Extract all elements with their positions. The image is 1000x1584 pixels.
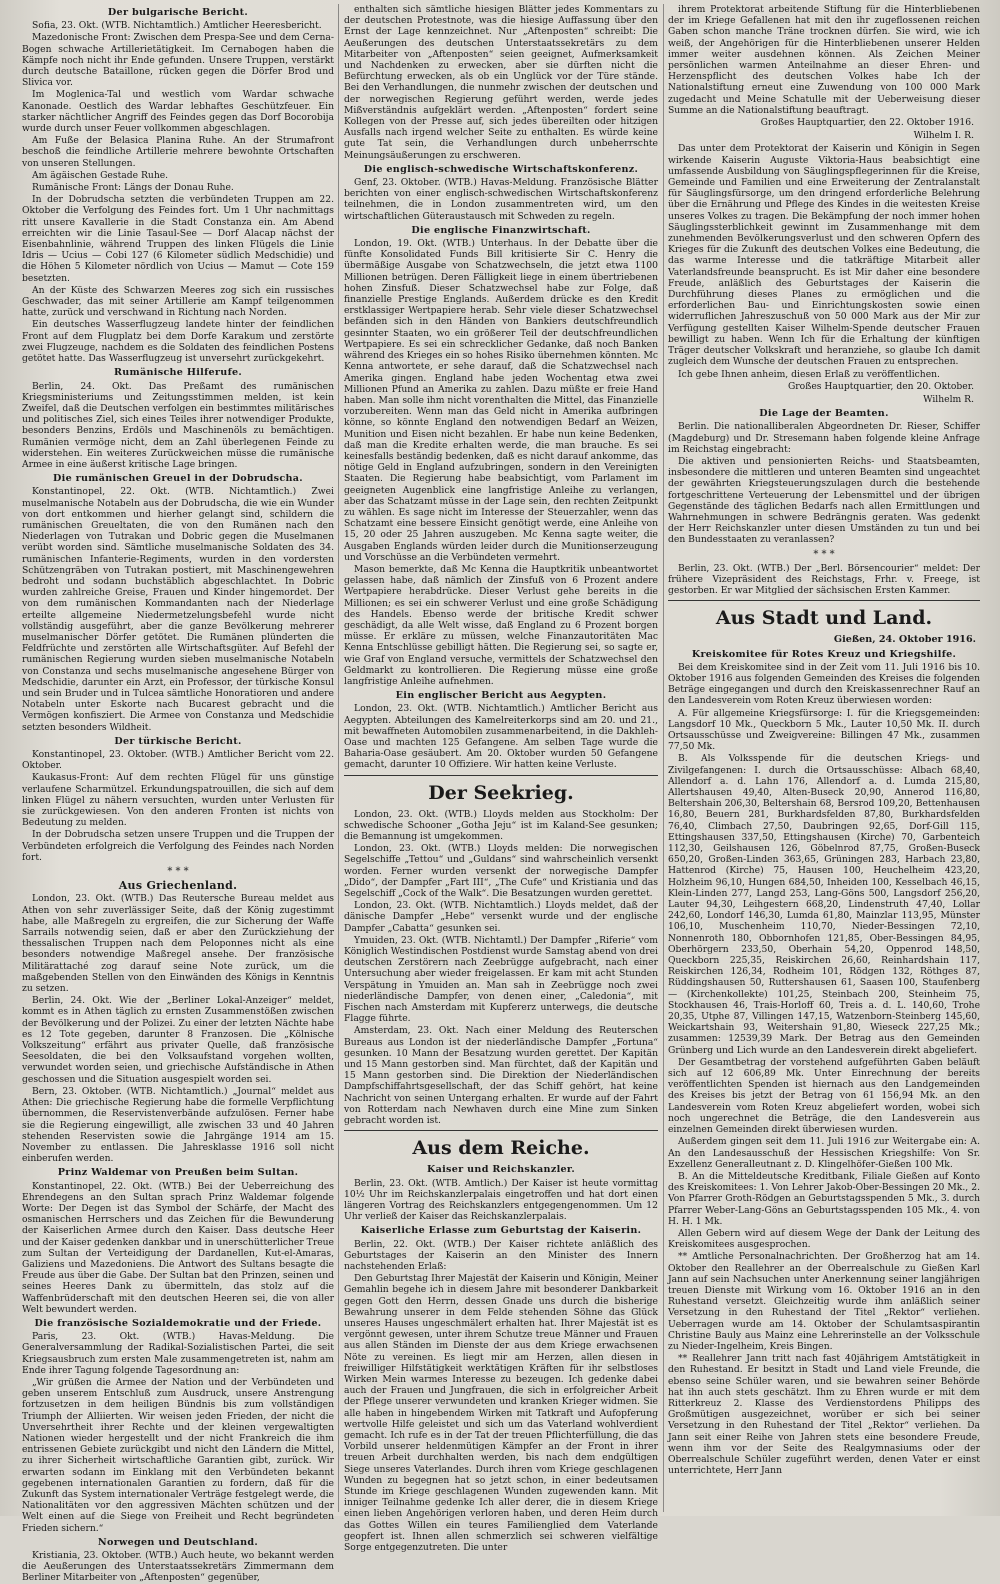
- article-heading: Die Lage der Beamten.: [759, 408, 889, 420]
- paragraph: Den Geburtstag Ihrer Majestät der Kaiserin und Königin, Meiner Gemahlin begehe ich in diesem Jahre mit besonderer Dankbarkeit gegen Gott den Herrn, dessen Gnade uns durch die bisherige Bewahrung unserer in dem Felde stehenden Söhne das Glück unseres Hauses ungeschmälert erhalten hat. Ihrer Majestät ist es vergönnt gewesen, unter ihrem Schutze treue Männer und Frauen aus allen Ständen im Dienste der aus dem Kriege erwachsenen Nöte zu vereinen. Es liegt mir am Herzen, allen diesen in freiwilliger Hilfstätigkeit werktätigen Kräften für ihr selbstloses Wirken Mein warmes Interesse zu bezeugen. Ich gedenke dabei auch der Frauen und Jungfrauen, die sich in erfolgreicher Arbeit der Pflege unserer verwundeten und kranken Krieger widmen. Sie alle haben in hingebendem Wirken mit Tatkraft und Aufopferung wertvolle Hilfe geleistet und sich um das Vaterland wohlverdient gemacht. Ich rufe es in der Tat der treuen Pflichterfüllung, die das Vorbild unserer heldenmütigen Kämpfer an der Front in ihrer treuen Arbeit durchhalten werden, bis nach dem endgültigen Siege unseres Vaterlandes. Durch ihren vom Kriege geschlagenen Wunden zu begegnen hat so jetzt schon, in einer bedeutsamen Stunde im Kriege geschlagenen Wunden zugewenden kann. Mit inniger Teilnahme gedenke Ich aller derer, die in diesem Kriege einen lieben Angehörigen verloren haben, und deren Heim durch das Gottes Willen ein teures Familienglied dem Vaterlande geopfert ist. Ihnen allen schmerzlich sei schweren vielfältige Sorge entgegenzutreten. Die unter: [344, 1273, 658, 1553]
- paragraph: Am Fuße der Belasica Planina Ruhe. An der Strumafront beschoß die feindliche Artillerie mehrere bewohnte Ortschaften von unseren Stellungen.: [22, 135, 334, 169]
- article-heading: Ein englischer Bericht aus Aegypten.: [395, 690, 607, 702]
- horizontal-rule: [344, 775, 658, 776]
- paragraph: B. An die Mitteldeutsche Kreditbank, Filiale Gießen auf Konto des Kreiskomitees: 1. Von Lehrer Jakob-Ober-Bessingen 20 Mk., 2. Von Pfarrer Groth-Rödgen an Geburtstagsspenden 5 Mk., 3. durch Pfarrer Weber-Lang-Göns an Geburtstagsspenden 105 Mk., 4. von H. H. 1 Mk.: [668, 1170, 980, 1227]
- article-heading: Kreiskomitee für Rotes Kreuz und Kriegshilfe.: [691, 648, 957, 660]
- paragraph: Am ägäischen Gestade Ruhe.: [32, 169, 169, 181]
- article-heading: Die englische Finanzwirtschaft.: [411, 224, 591, 236]
- paragraph: Paris, 23. Okt. (WTB.) Havas-Meldung. Die Generalversammlung der Radikal-Sozialistischen Partei, die seit Kriegsausbruch zum ersten Male zusammengetreten ist, nahm am Ende ihrer Tagung folgende Tagesordnung an:: [22, 1331, 334, 1376]
- signature: Wilhelm R.: [923, 393, 974, 405]
- paragraph: Amsterdam, 23. Okt. Nach einer Meldung des Reuterschen Bureaus aus London ist der niederländische Dampfer „Fortuna“ gesunken. 10 Mann der Besatzung wurden gerettet. Der Kapitän und 15 Mann gestorben sind. Man fürchtet, daß der Kapitän und 15 Mann gestorben sind. Die Direktion der Niederländischen Dampfschiffahrtsgesellschaft, der das Schiff gehört, hat keine Nachricht von seinen Untergang erhalten. Er wurde auf der Fahrt von Rotterdam nach Newhaven durch eine Mine zum Sinken gebracht worden ist.: [344, 1025, 658, 1127]
- paragraph: B. Als Volksspende für die deutschen Kriegs- und Zivilgefangenen: I. durch die Ortsausschüsse: Albach 68,40, Allendorf a. d. Lahn 176, Allendorf a. d. Lumda 215,80, Allertshausen 49,40, Alten-Buseck 20,90, Annerod 116,80, Beltershain 206,30, Beltershain 68, Bersrod 109,20, Bettenhausen 16,80, Beuern 281, Burkhardsfelden 87,80, Burkhardsfelden 76,40, Climbach 27,50, Daubringen 92,65, Dorf-Gill 115, Ettingshausen 337,50, Ettingshausen (Kirche) 70, Garbenteich 112,30, Geilshausen 126, Göbelnrod 87,75, Großen-Buseck 650,20, Großen-Linden 363,65, Grüningen 283, Harbach 23,80, Hattenrod (Kirche) 75, Hausen 100, Heuchelheim 423,20, Holzheim 96,10, Hungen 684,50, Inheiden 100, Kesselbach 46,15, Klein-Linden 277, Langd 253, Lang-Göns 500, Langsdorf 256,20, Lauter 94,30, Leihgestern 668,20, Lindenstruth 47,40, Lollar 242,60, Londorf 146,30, Lumda 61,80, Mainzlar 113,95, Münster 106,10, Muschenheim 110,70, Nieder-Bessingen 72,10, Nonnenroth 180, Obbornhofen 121,85, Ober-Bessingen 84,95, Oberhörgern 233,50, Oberhain 54,20, Oppenrod 148,50, Queckborn 225,35, Reiskirchen 26,60, Reinhardshain 117, Reiskirchen 126,34, Rodheim 101, Rödgen 132, Röthges 87, Rüddingshausen 50, Ruttershausen 61, Saasen 100, Staufenberg — (Kirchenkollekte) 101,25, Steinbach 200, Steinheim 75, Stockhausen 46, Trais-Horloff 60, Treis a. d. L. 140,60, Trohe 20,35, Utphe 87, Villingen 147,15, Watzenborn-Steinberg 145,60, Weickartshain 93, Weitershain 91,80, Wieseck 227,25 Mk.; zusammen: 12539,39 Mark. Der Betrag aus den Gemeinden Grünberg und Lich wurde an den Landesverein direkt abgeliefert.: [668, 753, 980, 1056]
- section-separator: * * *: [813, 548, 835, 560]
- article-heading: Die rumänischen Greuel in der Dobrudscha.: [53, 473, 303, 485]
- article-heading: Der bulgarische Bericht.: [107, 7, 249, 18]
- paragraph: ** Amtliche Personalnachrichten. Der Großherzog hat am 14. Oktober den Reallehrer an der Oberrealschule zu Gießen Karl Jann auf sein Nachsuchen unter Anerkennung seiner langjährigen treuen Dienste mit Wirkung vom 16. Oktober 1916 an in den Ruhestand versetzt. Gleichzeitig wurde ihm anläßlich seiner Versetzung in den Ruhestand der Titel „Rektor“ verliehen. Ueberragen wurde am 14. Oktober der Schulamtsaspirantin Christine Bauly aus Mainz eine Lehrerinstelle an der Volksschule zu Nieder-Ingelheim, Kreis Bingen.: [668, 1251, 980, 1352]
- paragraph: Konstantinopel, 23. Oktober. (WTB.) Amtlicher Bericht vom 22. Oktober.: [22, 749, 334, 772]
- paragraph: Allen Gebern wird auf diesem Wege der Dank der Leitung des Kreiskomitees ausgesprochen.: [668, 1227, 980, 1251]
- paragraph: London, 23. Okt. (WTB.) Lloyds melden: Die norwegischen Segelschiffe „Tettou“ und „Guldans“ sind wahrscheinlich versenkt worden. Ferner wurden versenkt der norwegische Dampfer „Dido“, der Dampfer „Fart III“, „The Cufe“ und Kristiania und das Segelschiff „Cock of the Walk“. Die Besatzungen wurden gerettet.: [344, 843, 658, 900]
- paragraph: Kristiania, 23. Oktober. (WTB.) Auch heute, wo bekannt werden die Aeußerungen des Unterstaatssekretärs Zimmermann dem Berliner Mitarbeiter von „Aftenposten“ gegenüber,: [22, 1550, 334, 1584]
- paragraph: Das unter dem Protektorat der Kaiserin und Königin in Segen wirkende Kaiserin Auguste Viktoria-Haus beabsichtigt eine umfassende Ausbildung von Säuglingspflegerinnen für die Kreise, Gemeinde und Familien und eine Erweiterung der Zentralanstalt für Säuglingsfürsorge, um den dringend erforderliche Belehrung über die Ernährung und Pflege des Kindes in die weitesten Kreise unseres Volkes zu tragen. Die Bekämpfung der noch immer hohen Säuglingssterblichkeit gewinnt im Zusammenhange mit dem zunehmenden Bevölkerungsverlust und den schweren Opfern des Krieges für die Zukunft des deutschen Volkes eine Bedeutung, die das warme Interesse und die tatkräftige Mitarbeit aller Vaterlandsfreunde beansprucht. Es ist Mir daher eine besondere Freude, anläßlich des Geburtstages der Kaiserin die Durchführung dieses Planes zu ermöglichen und die erforderlichen Bau- und Einrichtungskosten sowie einen widerruflichen Jahreszuschuß von 50 000 Mark aus der Mir zur Verfügung gestellten Kaiser Wilhelm-Spende deutscher Frauen bewilligt zu haben. Wenn Ich für die Erhaltung der künftigen Träger deutscher Volkskraft und heranziehe, so glaube Ich damit zugleich dem Wunsche der deutschen Frauen zu entsprechen.: [668, 143, 980, 368]
- article-heading: Rumänische Hilferufe.: [113, 367, 243, 379]
- paragraph: Kaukasus-Front: Auf dem rechten Flügel für uns günstige verlaufene Scharmützel. Erkundungspatrouillen, die sich auf dem linken Flügel zu nähern versuchten, wurden unter Verlusten für sie zurückgewiesen. Von den anderen Fronten ist nichts von Bedeutung zu melden.: [22, 772, 334, 829]
- article-heading: Kaiser und Reichskanzler.: [426, 1164, 576, 1176]
- article-heading: Die englisch-schwedische Wirtschaftskonferenz.: [363, 163, 639, 175]
- paragraph: Berlin, 23. Okt. (WTB. Amtlich.) Der Kaiser ist heute vormittag 10½ Uhr im Reichskanzlerpalais eingetroffen und hat dort einen längeren Vortrag des Reichskanzlers entgegengenommen. Um 12 Uhr verließ der Kaiser das Reichskanzlerpalais.: [344, 1177, 658, 1223]
- section-separator: * * *: [167, 866, 189, 878]
- paragraph: Konstantinopel, 22. Okt. (WTB. Nichtamtlich.) Zwei muselmanische Notabeln aus der Dobrudscha, die wie ein Wunder von dort entkommen und hierher gelangt sind, schildern die rumänischen Greueltaten, die von den Rumänen nach den Niederlagen von Tutrakan und Dobric gegen die Muselmanen verübt worden sind. Sämtliche muselmanische Soldaten des 34. rumänischen Infanterie-Regiments, wurden in den vordersten Schützengräben von Tutrakan postiert, mit Maschinengewehren bedroht und sodann buchstäblich abgeschlachtet. In Dobric wurden zahlreiche Greise, Frauen und Kinder hingemordet. Der von dem rumänischen Kommandanten nach der Niederlage erteilte allgemeine Niedermetzelungsbefehl wurde nicht vollständig ausgeführt, aber die ganze Bevölkerung mehrerer muselmanischer Dörfer getötet. Die Rumänen plünderten die Feldfrüchte und zerstörten alle Wirtschaftsgüter. Auf Befehl der rumänischen Regierung wurden sieben muselmanische Notabeln von Constanza und sechs muselmanische angesehene Bürger von Medschidie, darunter ein Arzt, ein Professor, der türkische Konsul und sein Bruder und in Tulcea sämtliche Honoratioren und andere Notabeln unter Eskorte nach Bucarest gebracht und die Vermögen konfisziert. Die Armee von Constanza und Medschidie setzten besonders Wildheit.: [22, 486, 334, 733]
- column-right: [668, 4, 980, 1512]
- section-title: Der Seekrieg.: [428, 781, 574, 804]
- paragraph: Ich gebe Ihnen anheim, diesen Erlaß zu veröffentlichen.: [678, 368, 940, 380]
- paragraph: London, 23. Okt. (WTB. Nichtamtlich.) Amtlicher Bericht aus Aegypten. Abteilungen des Kamelreiterkorps sind am 20. und 21., mit bewaffneten Automobilen zusammenarbeitend, in die Dakhleh-Oase und machten 125 Gefangene. Am selben Tage wurde die Baharia-Oase gesäubert. Am 20. Oktober wurden 50 Gefangene gemacht, darunter 10 Offiziere. Wir hatten keine Verluste.: [344, 703, 658, 771]
- column-middle: [344, 4, 658, 1553]
- paragraph: London, 19. Okt. (WTB.) Unterhaus. In der Debatte über die fünfte Konsolidated Funds Bill kritisierte Sir C. Henry die übermäßige Ausgabe von Schatzwechseln, die jetzt etwa 1100 Millionen betrügen. Deren Fälligkeit liege in einem übertriebenen hohen Zinsfuß. Dieser Schatzwechsel habe zur Folge, daß finanzielle Prestige Englands. Außerdem drücke es den Kredit erstklassiger Wertpapiere herab. Sehr viele dieser Schatzwechsel befänden sich in den Händen von Bankiers deutschfreundlich gesinnter Staaten, wo ein größerer Teil der deutschfreundlichen Wertpapiere. Es sei ein schrecklicher Gedanke, daß noch Banken während des Krieges ein so hohes Risiko übernehmen könnten. Mc Kenna antwortete, er sehe darauf, daß die Schatzwechsel nach Amerika gingen. England habe jeden Wochentag etwa zwei Millionen Pfund an Amerika zu zahlen. Dazu müßte er freie Hand haben. Man solle ihm nicht vorenthalten die Mittel, das Finanzielle vorzubereiten. Wenn man das Geld nicht in Amerika aufbringen könne, so könnte England den notwendigen Bedarf an Weizen, Munition und Eisen nicht bezahlen. Er habe nun keine Bedenken, daß man die Kredite erhalten werde, die man brauche. Es sei keinesfalls beständig bedenken, daß es nicht darauf ankomme, das nötige Geld in England aufzubringen, sondern in den Vereinigten Staaten. Die Regierung habe beabsichtigt, vom Parlament im geeigneten Augenblick eine langfristige Anleihe zu verlangen, aber das Schatzamt müsse in der Lage sein, den rechten Zeitpunkt zu wählen. Es sage nicht im Interesse der Steuerzahler, wenn das Schatzamt eine bessere Einsicht genötigt werde, eine Anleihe von 15, 20 oder 25 Jahren auszugeben. Mc Kenna sagte weiter, die Ausgaben Englands würden leider durch die Munitionserzeugung und Vorschüsse an die Verbündeten vermehrt.: [344, 238, 658, 563]
- article-heading: Der türkische Bericht.: [114, 735, 242, 747]
- paragraph: In der Dobrudscha setzen unsere Truppen und die Truppen der Verbündeten erfolgreich die Verfolgung des Feindes nach Norden fort.: [22, 829, 334, 863]
- paragraph: Berlin. Die nationalliberalen Abgeordneten Dr. Rieser, Schiffer (Magdeburg) und Dr. Stresemann haben folgende kleine Anfrage im Reichstag eingebracht:: [668, 421, 980, 455]
- article-heading: Norwegen und Deutschland.: [97, 1536, 259, 1548]
- column-divider: [338, 4, 339, 1512]
- column-left: [22, 4, 334, 1584]
- article-heading: Kaiserliche Erlasse zum Geburtstag der Kaiserin.: [360, 1225, 642, 1237]
- paragraph: Ymuiden, 23. Okt. (WTB. Nichtamtl.) Der Dampfer „Riferie“ vom Königlich Westindischen Postdienst wurde Samstag abend von drei deutschen Zerstörern nach Zeebrügge aufgebracht, nach einer Untersuchung aber wieder freigelassen. Er kam mit acht Stunden Verspätung in Ymuiden an. Man sah in Zeebrügge noch zwei niederländische Dampfer, von denen einer, „Caledonia“, mit Fischen nach Amsterdam mit Kupfererz unterwegs, die deutsche Flagge führte.: [344, 934, 658, 1025]
- paragraph: Bern, 23. Oktober. (WTB. Nichtamtlich.) „Journal“ meldet aus Athen: Die griechische Regierung habe die formelle Verpflichtung übernommen, die Reservistenverbände aufzulösen. Ferner habe sie die Regierung eingewilligt, alle zwischen 33 und 40 Jahren stehenden Reservisten sowie die Jahrgänge 1914 am 15. November zu entlassen. Die Jahresklasse 1916 soll nicht einberufen werden.: [22, 1085, 334, 1165]
- paragraph: Konstantinopel, 22. Okt. (WTB.) Bei der Ueberreichung des Ehrendegens an den Sultan sprach Prinz Waldemar folgende Worte: Der Degen ist das Symbol der Schärfe, der Macht des osmanischen Herrschers und das Zeichen für die Bewunderung der Kaiserlichen Armee durch den Kaiser. Dass deutsche Heer und der Kaiser gedenken dankbar und in unerschütterlicher Treue zum Sultan der Verteidigung der Dardanellen, Kut-el-Amaras, Galiziens und Mazedoniens. Die Antwort des Sultans besagte die Freude aus über die Gabe. Der Sultan bat den Prinzen, seinen und seines Heeres Dank zu übermitteln, das stolz auf die Waffenbrüderschaft mit den deutschen Heeren sei, die von aller Welt bewundert werden.: [22, 1180, 334, 1315]
- paragraph: Die aktiven und pensionierten Reichs- und Staatsbeamten, insbesondere die mittleren und unteren Beamten sind ungeachtet der gewährten Kriegsteuerungszulagen durch die bestehende fortgeschrittene Verteuerung der Lebensmittel und der übrigen Gegenstände des täglichen Bedarfs nach allen Ermittlungen und Wahrnehmungen in schwere Bedrängnis geraten. Was gedenkt der Herr Reichskanzler unter diesen Umständen zu tun und bei den Bundesstaaten zu veranlassen?: [668, 455, 980, 546]
- article-heading: Die französische Sozialdemokratie und der Friede.: [34, 1317, 322, 1329]
- section-title: Aus Stadt und Land.: [715, 607, 933, 630]
- paragraph: Mazedonische Front: Zwischen dem Prespa-See und dem Cerna-Bogen schwache Artillerietätigkeit. Im Cernabogen haben die Kämpfe noch nicht ihr Ende gefunden. Unsere Truppen, verstärkt durch deutsche Bataillone, rücken gegen die Dörfer Brod und Slivica vor.: [22, 32, 334, 89]
- paragraph: London, 23. Okt. (WTB.) Das Reutersche Bureau meldet aus Athen von sehr zuverlässiger Seite, daß der König zugestimmt habe, alle Maßregeln zu ergreifen, die zur Sicherung der Waffe Sarrails notwendig seien, daß er aber den Zurückziehung der thessalischen Truppen nach dem Peloponnes nicht als eine besonders notwendige Maßregel ansehe. Der französische Militärattaché zog darauf seine Note zurück, um die maßgebenden Stellen von den Einwänden des Königs in Kenntnis zu setzen.: [22, 893, 334, 995]
- paragraph: Rumänische Front: Längs der Donau Ruhe.: [32, 182, 234, 194]
- paragraph: Mason bemerkte, daß Mc Kenna die Hauptkritik unbeantwortet gelassen habe, daß nämlich der Zinsfuß von 6 Prozent andere Wertpapiere herabdrücke. Dieser Verlust gehe bereits in die Millionen; es sei ein schwerer Verlust und eine große Schädigung des Handels. Ebenso werde der britische Kredit schwer geschädigt, da alle Welt wisse, daß England zu 6 Prozent borgen müsse. Er erkläre zu müssen, welche Finanzautoritäten Mac Kenna Entschlüsse gebilligt hätten. Die Regierung sei, so sagte er, wie Graf von England versuche, vermittels der Schatzwechsel den Geldmarkt zu kontrollieren. Die Regierung müsse eine große langfristige Anleihe aufnehmen.: [344, 563, 658, 687]
- paragraph: Außerdem gingen seit dem 11. Juli 1916 zur Weitergabe ein: A. An den Landesausschuß der Hessischen Kriegshilfe: Von Sr. Exzellenz Generalleutnant z. D. Klingelhöfer-Gießen 100 Mk.: [668, 1136, 980, 1170]
- dateline: Großes Hauptquartier, den 22. Oktober 1916.: [760, 117, 974, 129]
- paragraph: Berlin, 24. Okt. Wie der „Berliner Lokal-Anzeiger“ meldet, kommt es in Athen täglich zu ernsten Zusammenstößen zwischen der Bevölkerung und der Polizei. Zu einer der letzten Nächte habe es 12 Tote gegeben, darunter 8 Franzosen. Die „Kölnische Volkszeitung“ erfährt aus privater Quelle, daß französische Seesoldaten, die bei den Volksaufstand vorgehen wollten, verwundet worden seien, und griechische Aufständische in Athen geschossen und die Situation ausgespielt worden sei.: [22, 995, 334, 1085]
- paragraph: Genf, 23. Oktober. (WTB.) Havas-Meldung. Französische Blätter berichten von einer englisch-schwedischen Wirtschaftskonferenz teilnehmen, die in London zusammentreten wird, um den wirtschaftlichen Güteraustausch mit Schweden zu regeln.: [344, 177, 658, 222]
- paragraph: Berlin, 23. Okt. (WTB.) Der „Berl. Börsencourier“ meldet: Der frühere Vizepräsident des Reichstags, Frhr. v. Freege, ist gestorben. Er war Mitglied der sächsischen Ersten Kammer.: [668, 562, 980, 597]
- horizontal-rule: [344, 1130, 658, 1131]
- article-heading: Prinz Waldemar von Preußen beim Sultan.: [57, 1167, 299, 1179]
- paragraph: London, 23. Okt. (WTB.) Lloyds melden aus Stockholm: Der schwedische Schooner „Gotha Jeju“ ist im Kaland-See gesunken; die Bemannung ist umgekommen.: [344, 808, 658, 843]
- paragraph: enthalten sich sämtliche hiesigen Blätter jedes Kommentars zu der deutschen Protestnote, was die hiesige Auffassung über den Ernst der Lage kennzeichnet. Nur „Aftenposten“ schreibt: Die Aeußerungen des deutschen Unterstaatssekretärs zu dem Mitarbeiter von „Aftenposten“ seien geeignet, Aufmerksamkeit und Nachdenken zu erwecken, aber sie dürften nicht die Befürchtung erwecken, als ob ein Unglück vor der Türe stände. Bei den Verhandlungen, die nunmehr zwischen der deutschen und der norwegischen Regierung geführt werden, werde jedes Mißverständnis aufgeklärt werden. „Aftenposten“ fordert seine Kollegen von der Presse auf, sich jedes übereilten oder hitzigen Ausfalls nach irgend welcher Seite zu enthalten. Es würde keine gute Tat sein, die Verhandlungen durch unbeherrschte Meinungsäußerungen zu erschweren.: [344, 4, 658, 161]
- section-title: Aus dem Reiche.: [412, 1137, 590, 1160]
- paragraph: ihrem Protektorat arbeitende Stiftung für die Hinterbliebenen der im Kriege Gefallenen hat mit den ihr zugeflossenen reichen Gaben schon manche Träne trocknen dürfen. Sie wird, wie ich weiß, der Angehörigen für die Hinterbliebenen unserer Helden immer weiter ausdehnen können. Als Zeichen Meiner persönlichen warmen Anteilnahme an dieser Ehren- und Herzenspflicht des deutschen Volkes habe Ich der Nationalstiftung erneut eine Zuwendung von 100 000 Mark zugedacht und Meine Schatulle mit der Ueberweisung dieser Summe an die Nationalstiftung beauftragt.: [668, 4, 980, 116]
- dateline: Großes Hauptquartier, den 20. Oktober.: [787, 380, 974, 392]
- paragraph: ** Reallehrer Jann tritt nach fast 40jährigem Amtstätigkeit in den Ruhestand. Er besitzt in Stadt und Land viele Freunde, die ebenso seine Schüler waren, und sie bewahren seiner Behörde hat ihn auch stets geschätzt. Ihm zu Ehren wurde er mit dem Ritterkreuz 2. Klasse des Verdienstordens Philipps des Großmütigen ausgezeichnet, worüber er sich bei seiner Versetzung in den Ruhestand der Titel „Rektor“ verliehen. Da Jann seit einer Reihe von Jahren stets eine besondere Freude, wenn ihm vor der Seite des Realgymnasiums oder der Oberrealschule Schüler zugeführt werden, denen Vater er einst unterrichtete, Herr Jann: [668, 1353, 980, 1477]
- paragraph: Berlin, 24. Okt. Das Preßamt des rumänischen Kriegsministeriums und Zeitungsstimmen melden, ist kein Zweifel, daß die Deutschen verfolgen ein bestimmtes militärisches und politisches Ziel, sich eines Teiles ihrer notwendiger Produkte, besonders Benzins, Erdöls und Maschinenöls zu bemächtigen. Rumänien vermöge nicht, dem an Zahl überlegenen Feinde zu widerstehen. Ein weiteres Zurückweichen müsse die rumänische Armee in eine äußerst kritische Lage bringen.: [22, 380, 334, 470]
- paragraph: Bei dem Kreiskomitee sind in der Zeit vom 11. Juli 1916 bis 10. Oktober 1916 aus folgenden Gemeinden des Kreises die folgenden Beträge eingegangen und durch den Kreiskassenrechner Rauf an den Landesverein vom Roten Kreuz überwiesen worden:: [668, 661, 980, 707]
- dateline: Gießen, 24. Oktober 1916.: [833, 634, 976, 646]
- paragraph: London, 23. Okt. (WTB. Nichtamtlich.) Lloyds meldet, daß der dänische Dampfer „Hebe“ versenkt wurde und der englische Dampfer „Cabatta“ gesunken sei.: [344, 900, 658, 934]
- paragraph: A. Für allgemeine Kriegsfürsorge: I. für die Kriegsgemeinden: Langsdorf 10 Mk., Queckborn 5 Mk., Lauter 10,50 Mk. II. durch Ortsausschüsse und Zweigvereine: Billingen 47 Mk., zusammen 77,50 Mk.: [668, 707, 980, 753]
- paragraph: Der Gesamtbetrag der vorstehend aufgeführten Gaben beläuft sich auf 12 606,89 Mk. Unter Einrechnung der bereits veröffentlichten Spenden ist hiernach aus den Landgemeinden des Kreises bis jetzt der Betrag von 61 156,94 Mk. an den Landesverein vom Roten Kreuz abgeliefert worden, wobei sich noch ungerechnet die Beträge, die den Landesverein aus einzelnen Gemeinden direkt überwiesen wurden.: [668, 1056, 980, 1136]
- horizontal-rule: [668, 600, 980, 601]
- paragraph: In der Dobrudscha setzten die verbündeten Truppen am 22. Oktober die Verfolgung des Feindes fort. Um 1 Uhr nachmittags ritt unsere Kavallerie in die Stadt Constanza ein. Am Abend erreichten wir die Linie Tasaul-See — Dorf Alacap nächst der Eisenbahnlinie, während Truppen des linken Flügels die Linie Idris — Ucius — Cobi 127 (6 Kilometer südlich Medschidie) und die Höhen 5 Kilometer nördlich von Ucius — Mamut — Cote 159 besetzten.: [22, 194, 334, 284]
- paragraph: Ein deutsches Wasserflugzeug landete hinter der feindlichen Front auf dem Flugplatz bei dem Dorfe Karakum und zerstörte zwei Flugzeuge, nachdem es die Soldaten des feindlichen Postens getötet hatte. Das Wasserflugzeug ist unversehrt zurückgekehrt.: [22, 319, 334, 365]
- paragraph: Sofia, 23. Okt. (WTB. Nichtamtlich.) Amtlicher Heeresbericht.: [32, 20, 322, 32]
- column-divider: [663, 4, 664, 1512]
- paragraph: Berlin, 22. Okt. (WTB.) Der Kaiser richtete anläßlich des Geburtstages der Kaiserin an den Minister des Innern nachstehenden Erlaß:: [344, 1238, 658, 1272]
- article-heading: Aus Griechenland.: [118, 879, 238, 893]
- paragraph: Im Moglenica-Tal und westlich vom Wardar schwache Kanonade. Oestlich des Wardar lebhaftes Geschützfeuer. Ein starker nächtlicher Angriff des Feindes gegen das Dorf Bocorobija wurde durch unser Feuer vollkommen abgeschlagen.: [22, 89, 334, 135]
- paragraph: „Wir grüßen die Armee der Nation und der Verbündeten und geben unserem Entschluß zum Ausdruck, unsere Anstrengung fortzusetzen in dem heiligen Bündnis bis zum vollständigen Triumph der Alliierten. Wir weisen jeden Frieden, der nicht die Unversehrtheit ihrer Rechte und der kleinen vergewaltigten Nationen wieder hergestellt und der nicht Frankreich die ihm entrissenen Gebiete zurückgibt und nicht den Ländern die Mittel, zu ihrer Sicherheit wirtschaftliche Garantien gibt, zurück. Wir erwarten sodann im Einklang mit den Verbündeten bekannt gegebenen internationalen Garantien zu fordern, daß für die Zukunft das System internationaler Verträge festgelegt werde, die Nationalitäten vor den aggressiven Mächten schützen und der Welt einen auf die Siege von Freiheit und Recht begründeten Frieden sichern.“: [22, 1376, 334, 1534]
- paragraph: An der Küste des Schwarzen Meeres zog sich ein russisches Geschwader, das mit seiner Artillerie am Kampf teilgenommen hatte, zurück und verschwand in Richtung nach Norden.: [22, 284, 334, 319]
- signature: Wilhelm I. R.: [913, 130, 974, 142]
